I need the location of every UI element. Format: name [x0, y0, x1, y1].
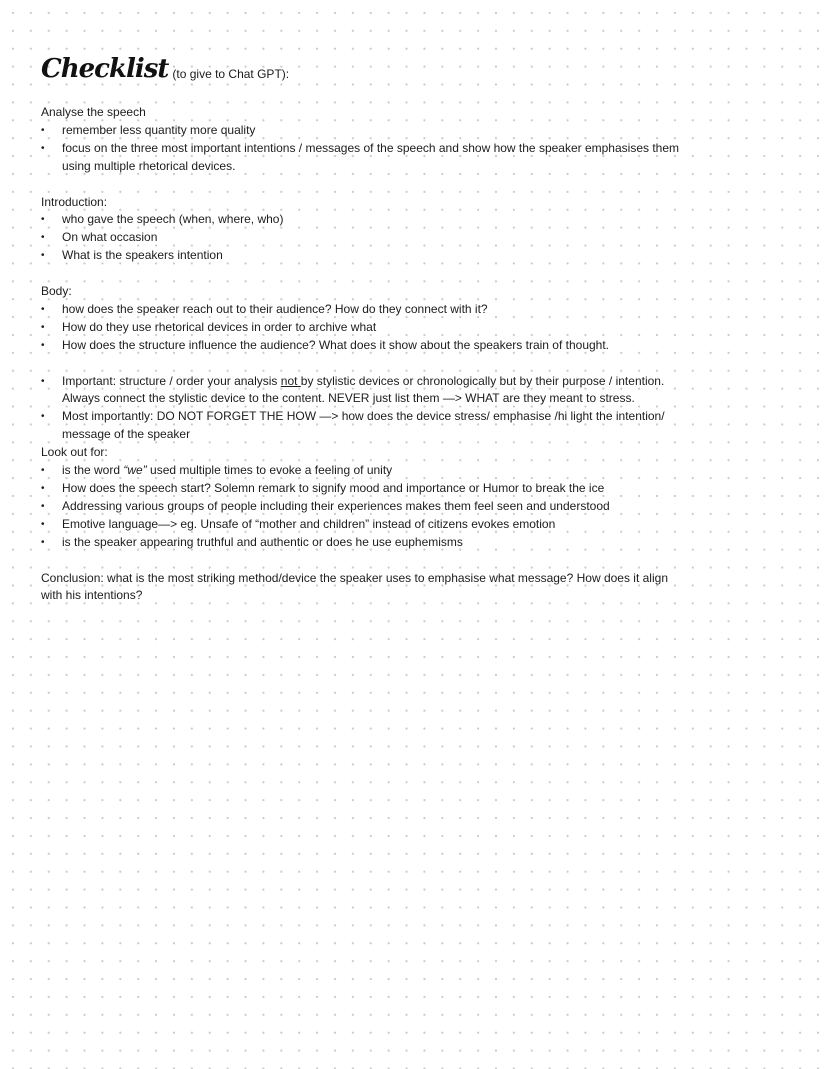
- lookout-heading: Look out for:: [41, 445, 108, 460]
- list-item: • remember less quantity more quality: [41, 122, 681, 140]
- analyse-list: [41, 122, 681, 176]
- lookout-section: [41, 444, 681, 551]
- body-heading: Body:: [41, 284, 72, 299]
- introduction-list: [41, 211, 681, 265]
- list-item: • On what occasion: [41, 229, 681, 247]
- conclusion-text: Conclusion: what is the most striking method/device the speaker uses to emphasise what message? How does it align with his intentions?: [41, 570, 668, 603]
- list-item: • How does the speech start? Solemn remark to signify mood and importance or Humor to break the ice: [41, 480, 681, 498]
- list-item: [41, 373, 681, 409]
- lookout-list: [41, 462, 681, 552]
- list-item: • What is the speakers intention: [41, 247, 681, 265]
- important-text-b: by stylistic devices or chronologically but by their purpose / intention. Always connect the stylistic device to the content. NEVER just list them —> WHAT are they meant to stress.: [62, 373, 665, 406]
- list-item: • Emotive language—> eg. Unsafe of “mother and children” instead of citizens evokes emotion: [41, 516, 681, 534]
- analyse-section: [41, 104, 681, 176]
- list-item: • How does the structure influence the audience? What does it show about the speakers train of thought.: [41, 337, 681, 355]
- important-section: [41, 373, 681, 445]
- list-item: [41, 462, 681, 480]
- lookout-emphasis-we: “we”: [123, 463, 147, 478]
- body-list: [41, 301, 681, 355]
- introduction-section: [41, 194, 681, 266]
- lookout-text-a: is the word: [62, 463, 124, 478]
- checklist-page: [41, 48, 681, 623]
- title-row: [41, 48, 681, 84]
- list-item: • Addressing various groups of people including their experiences makes them feel seen and understood: [41, 498, 681, 516]
- list-item: • Most importantly: DO NOT FORGET THE HOW —> how does the device stress/ emphasise /hi light the intention/ message of the speaker: [41, 408, 681, 444]
- important-text-a: Important: structure / order your analysis: [62, 373, 281, 388]
- lookout-text-b: used multiple times to evoke a feeling of unity: [146, 463, 393, 478]
- introduction-heading: Introduction:: [41, 194, 108, 209]
- list-item: • who gave the speech (when, where, who): [41, 211, 681, 229]
- title-note: (to give to Chat GPT):: [172, 67, 290, 81]
- conclusion-section: [41, 570, 681, 606]
- list-item: • is the speaker appearing truthful and authentic or does he use euphemisms: [41, 534, 681, 552]
- list-item: • how does the speaker reach out to their audience? How do they connect with it?: [41, 301, 681, 319]
- analyse-heading: Analyse the speech: [41, 105, 146, 119]
- page-title: Checklist: [41, 54, 169, 84]
- important-list: [41, 373, 681, 445]
- body-section: [41, 283, 681, 355]
- list-item: • How do they use rhetorical devices in order to archive what: [41, 319, 681, 337]
- list-item: • focus on the three most important intentions / messages of the speech and show how the speaker emphasises them using multiple rhetorical devices.: [41, 140, 681, 176]
- important-underlined-not: not: [280, 373, 301, 388]
